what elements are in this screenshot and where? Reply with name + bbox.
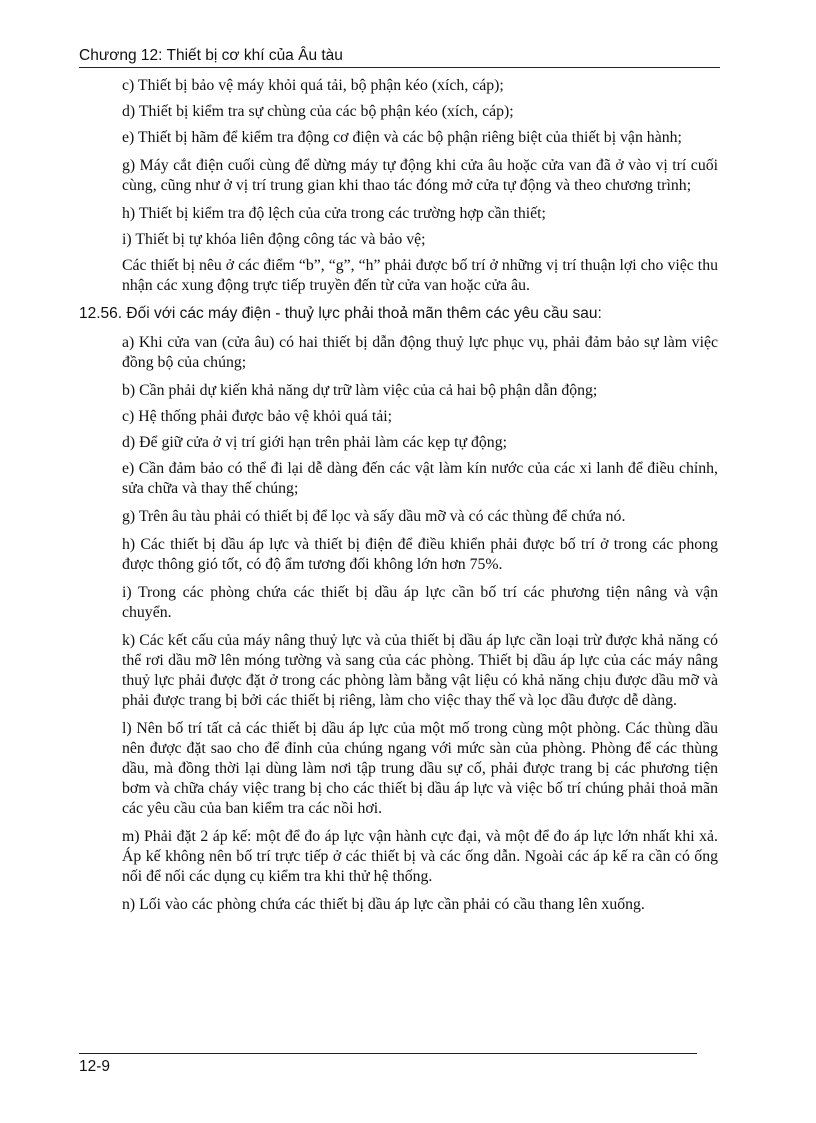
requirement-n: n) Lối vào các phòng chứa các thiết bị dầu áp lực cần phải có cầu thang lên xuống.: [122, 896, 645, 913]
list-item-i: i) Thiết bị tự khóa liên động công tác và bảo vệ;: [122, 231, 426, 248]
list-item-g: g) Máy cắt điện cuối cùng để dừng máy tự động khi cửa âu hoặc cửa van đã ở vào vị trí cuối cùng, cũng như ở vị trí trung gian khi thao tác đóng mở cửa tự động và theo chương trình;: [122, 157, 718, 194]
footer-divider: [79, 1053, 697, 1054]
requirement-b: b) Cần phải dự kiến khả năng dự trữ làm việc của cả hai bộ phận dẫn động;: [122, 382, 598, 399]
list-item-h: h) Thiết bị kiểm tra độ lệch của cửa trong các trường hợp cần thiết;: [122, 205, 546, 222]
requirement-c: c) Hệ thống phải được bảo vệ khỏi quá tải;: [122, 408, 393, 425]
requirement-l: l) Nên bố trí tất cả các thiết bị dầu áp lực của một mố trong cùng một phòng. Các thùng dầu nên được đặt sao cho để đỉnh của chúng ngang với mức sàn của phòng. Phòng để các thùng dầu, mà đồng thời lại dùng làm nơi tập trung dầu sự cố, phải được trang bị các phương tiện bơm và chữa cháy việc trang bị cho các thiết bị dầu áp lực và việc bố trí chúng phải thoả mãn các yêu cầu của ban kiểm tra các nồi hơi.: [122, 720, 718, 817]
requirement-e: e) Cần đảm bảo có thể đi lại dễ dàng đến các vật làm kín nước của các xi lanh để điều chỉnh, sửa chữa và thay thế chúng;: [122, 460, 718, 497]
page-header: Chương 12: Thiết bị cơ khí của Âu tàu: [79, 46, 720, 68]
list-item-d: d) Thiết bị kiểm tra sự chùng của các bộ phận kéo (xích, cáp);: [122, 103, 514, 120]
requirement-m: m) Phải đặt 2 áp kế: một để đo áp lực vận hành cực đại, và một để đo áp lực lớn nhất khi xả. Áp kế không nên bố trí trực tiếp ở các thiết bị và các ống dẫn. Ngoài các áp kế ra cần có ống nối để nối các dụng cụ kiểm tra khi thử hệ thống.: [122, 828, 718, 885]
note-paragraph: Các thiết bị nêu ở các điểm “b”, “g”, “h” phải được bố trí ở những vị trí thuận lợi cho việc thu nhận các xung động trực tiếp truyền đến từ cửa van hoặc cửa âu.: [122, 257, 718, 294]
list-item-c: c) Thiết bị bảo vệ máy khỏi quá tải, bộ phận kéo (xích, cáp);: [122, 77, 504, 94]
page-number: 12-9: [79, 1058, 111, 1075]
requirement-k: k) Các kết cấu của máy nâng thuỷ lực và của thiết bị dầu áp lực cần loại trừ được khả năng có thể rơi dầu mỡ lên móng tường và sang của các phòng. Thiết bị dầu áp lực của các máy nâng thuỷ lực phải được đặt ở trong các phòng làm bằng vật liệu có khả năng chịu được dầu mỡ và phải được trang bị bởi các thiết bị riêng, làm cho việc thay thế và lọc dầu được dễ dàng.: [122, 632, 718, 709]
requirement-h: h) Các thiết bị dầu áp lực và thiết bị điện để điều khiển phải được bố trí ở trong các phong được thông gió tốt, có độ ẩm tương đối không lớn hơn 75%.: [122, 536, 718, 573]
requirement-d: d) Để giữ cửa ở vị trí giới hạn trên phải làm các kẹp tự động;: [122, 434, 507, 451]
page-content: [79, 76, 720, 923]
section-heading-12-56: 12.56. Đối với các máy điện - thuỷ lực phải thoả mãn thêm các yêu cầu sau:: [79, 305, 602, 322]
list-item-e: e) Thiết bị hãm để kiểm tra động cơ điện và các bộ phận riêng biệt của thiết bị vận hành;: [122, 129, 682, 146]
requirement-a: a) Khi cửa van (cửa âu) có hai thiết bị dẫn động thuỷ lực phục vụ, phải đảm bảo sự làm việc đồng bộ của chúng;: [122, 334, 718, 371]
requirement-g: g) Trên âu tàu phải có thiết bị để lọc và sấy dầu mỡ và có các thùng để chứa nó.: [122, 508, 626, 525]
requirement-i: i) Trong các phòng chứa các thiết bị dầu áp lực cần bố trí các phương tiện nâng và vận chuyển.: [122, 584, 718, 621]
